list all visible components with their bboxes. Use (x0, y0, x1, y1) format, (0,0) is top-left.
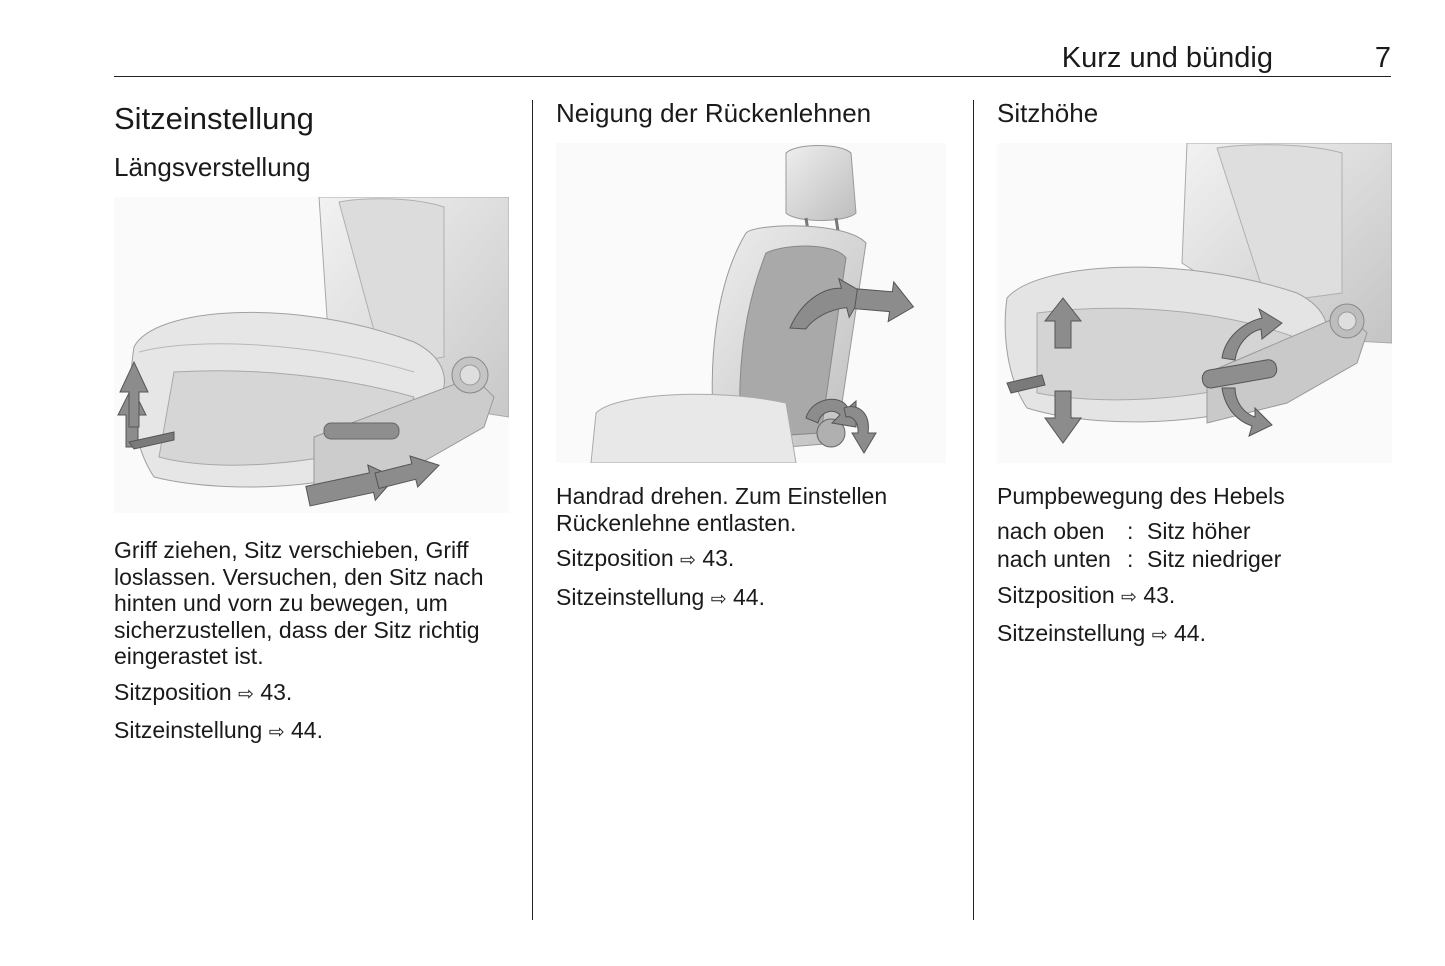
body-text: sicherzustellen, dass der Sitz richtig (114, 616, 480, 643)
section-title: Kurz und bündig (1061, 42, 1273, 74)
table-value: Sitz niedriger (1147, 545, 1282, 572)
body-text: hinten und vorn zu bewegen, um (114, 590, 448, 616)
column-sitzhoehe (997, 98, 1397, 650)
cross-reference[interactable]: Sitzposition ⇨ 43. (556, 545, 735, 571)
reference-arrow-icon: ⇨ (238, 683, 254, 705)
seat-height-illustration (997, 143, 1392, 463)
cross-reference[interactable]: Sitzposition ⇨ 43. (114, 678, 293, 705)
cross-reference[interactable]: Sitzposition ⇨ 43. (997, 581, 1176, 608)
column-rueckenlehne (556, 98, 956, 613)
cross-reference[interactable]: Sitzeinstellung ⇨ 44. (997, 620, 1206, 646)
page-header (114, 40, 1391, 77)
body-text: Rückenlehne entlasten. (556, 509, 797, 536)
cross-reference[interactable]: Sitzeinstellung ⇨ 44. (556, 583, 765, 610)
table-separator: : (1127, 517, 1134, 544)
table-row (997, 517, 1281, 545)
column-divider (532, 100, 533, 920)
subsection-heading: Neigung der Rückenlehnen (556, 98, 872, 128)
body-text: loslassen. Versuchen, den Sitz nach (114, 563, 484, 590)
subsection-heading: Längsverstellung (114, 152, 311, 182)
table-value: Sitz höher (1147, 517, 1251, 544)
body-text: Handrad drehen. Zum Einstellen (556, 483, 888, 509)
page-title: Sitzeinstellung (114, 101, 314, 136)
table-key: nach oben (997, 517, 1105, 544)
body-text: Griff ziehen, Sitz verschieben, Griff (114, 537, 469, 563)
subsection-heading: Sitzhöhe (997, 98, 1099, 128)
height-instruction-table (997, 517, 1281, 573)
column-divider (973, 100, 974, 920)
body-text: eingerastet ist. (114, 643, 264, 669)
table-separator: : (1127, 545, 1134, 572)
table-key: nach unten (997, 545, 1111, 572)
seat-fore-aft-illustration (114, 197, 509, 513)
reference-arrow-icon: ⇨ (710, 588, 727, 610)
reference-arrow-icon: ⇨ (268, 722, 285, 743)
seat-recline-illustration (556, 143, 946, 463)
reference-arrow-icon: ⇨ (1121, 586, 1137, 608)
table-row (997, 545, 1281, 573)
cross-reference[interactable]: Sitzeinstellung ⇨ 44. (114, 717, 323, 743)
reference-arrow-icon: ⇨ (680, 550, 696, 571)
body-text: Pumpbewegung des Hebels (997, 483, 1285, 509)
column-laengsverstellung (114, 98, 514, 747)
page-number: 7 (1374, 42, 1391, 74)
reference-arrow-icon: ⇨ (1151, 625, 1168, 646)
